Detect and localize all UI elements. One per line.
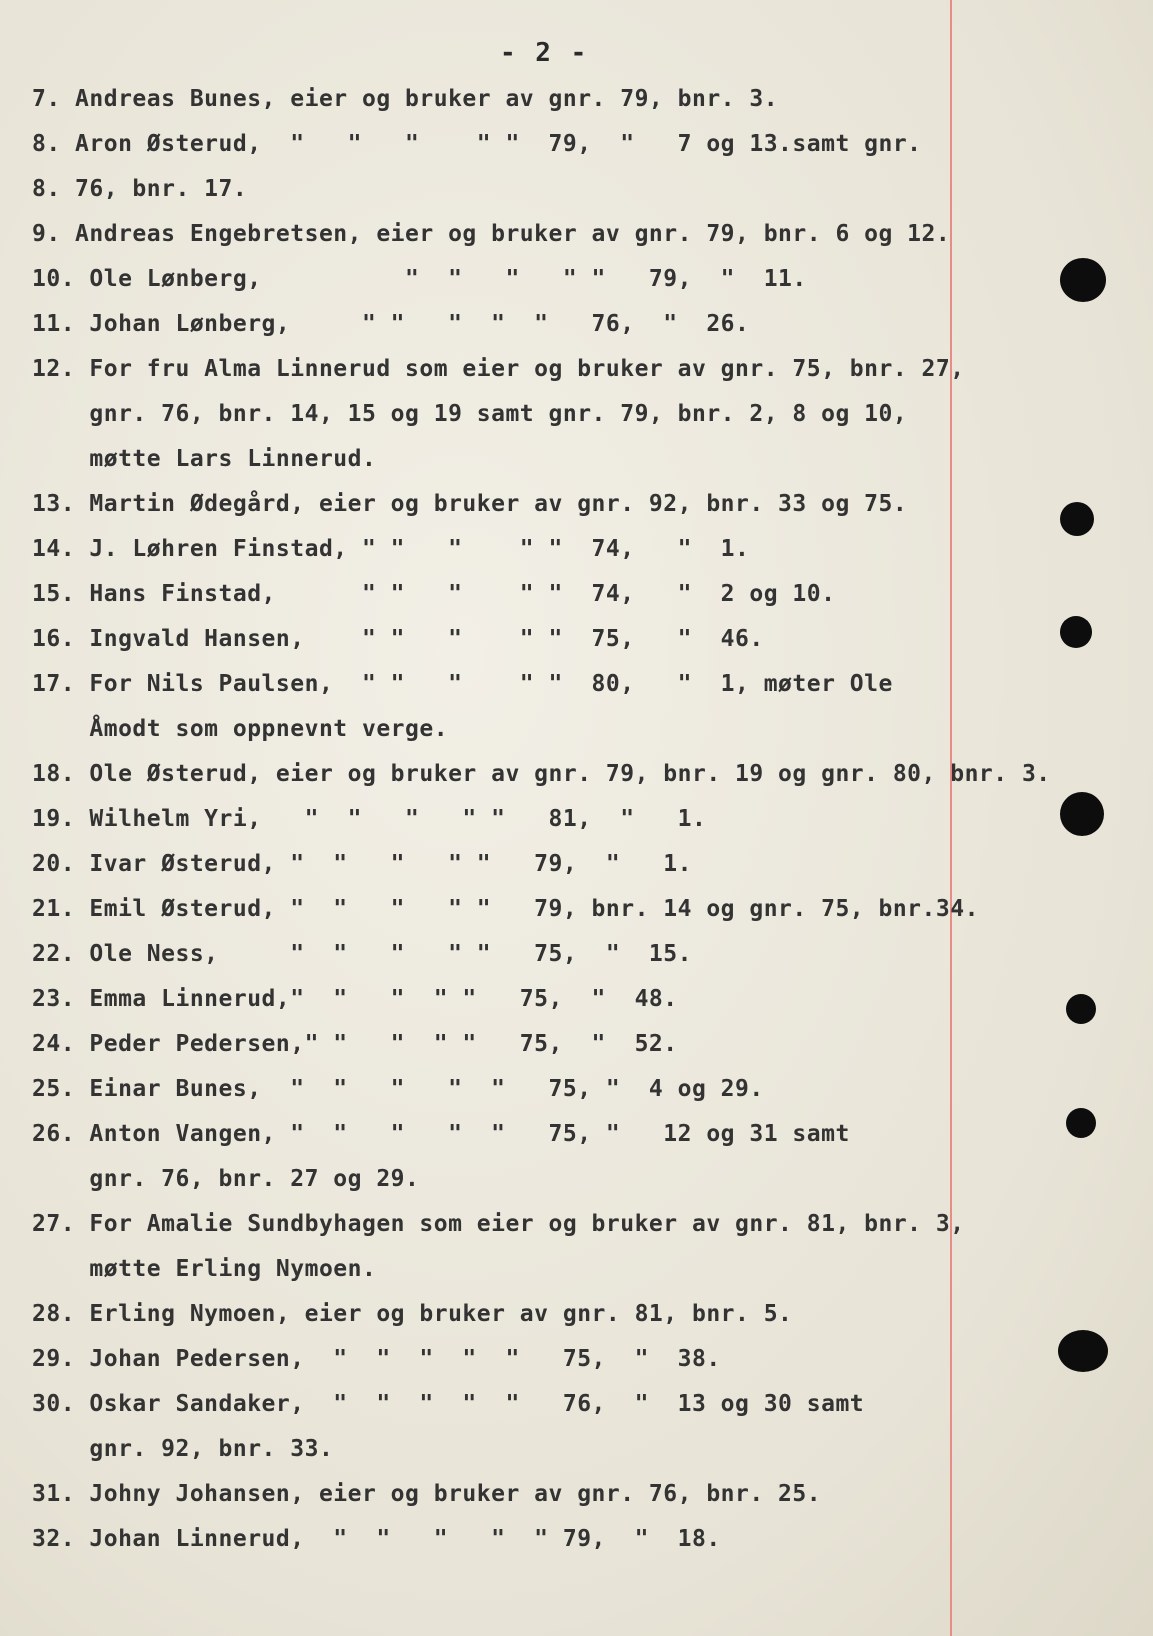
entry-line: 16. Ingvald Hansen, " " " " " 75, " 46. bbox=[32, 626, 764, 652]
margin-line bbox=[950, 0, 952, 1636]
punch-hole-icon bbox=[1060, 616, 1092, 648]
entry-line: 26. Anton Vangen, " " " " " 75, " 12 og 31 samt bbox=[32, 1121, 850, 1147]
entry-line: 8. 76, bnr. 17. bbox=[32, 176, 248, 202]
entry-line: 29. Johan Pedersen, " " " " " 75, " 38. bbox=[32, 1346, 721, 1372]
entry-line: 8. Aron Østerud, " " " " " 79, " 7 og 13.samt gnr. bbox=[32, 131, 922, 157]
entry-line: møtte Erling Nymoen. bbox=[32, 1256, 377, 1282]
punch-hole-icon bbox=[1066, 1108, 1096, 1138]
entry-line: 24. Peder Pedersen," " " " " 75, " 52. bbox=[32, 1031, 678, 1057]
entry-line: 25. Einar Bunes, " " " " " 75, " 4 og 29. bbox=[32, 1076, 764, 1102]
entry-line: 22. Ole Ness, " " " " " 75, " 15. bbox=[32, 941, 692, 967]
entry-line: 14. J. Løhren Finstad, " " " " " 74, " 1. bbox=[32, 536, 750, 562]
entry-line: 19. Wilhelm Yri, " " " " " 81, " 1. bbox=[32, 806, 707, 832]
entry-line: 28. Erling Nymoen, eier og bruker av gnr. 81, bnr. 5. bbox=[32, 1301, 793, 1327]
page-number: - 2 - bbox=[500, 38, 589, 68]
entry-line: 10. Ole Lønberg, " " " " " 79, " 11. bbox=[32, 266, 807, 292]
entry-line: 21. Emil Østerud, " " " " " 79, bnr. 14 og gnr. 75, bnr.34. bbox=[32, 896, 979, 922]
entry-line: 15. Hans Finstad, " " " " " 74, " 2 og 10. bbox=[32, 581, 836, 607]
entry-line: 32. Johan Linnerud, " " " " " 79, " 18. bbox=[32, 1526, 721, 1552]
entry-line: møtte Lars Linnerud. bbox=[32, 446, 377, 472]
entry-line: 7. Andreas Bunes, eier og bruker av gnr. 79, bnr. 3. bbox=[32, 86, 779, 112]
entry-line: 9. Andreas Engebretsen, eier og bruker av gnr. 79, bnr. 6 og 12. bbox=[32, 221, 951, 247]
entry-line: 18. Ole Østerud, eier og bruker av gnr. 79, bnr. 19 og gnr. 80, bnr. 3. bbox=[32, 761, 1051, 787]
punch-hole-icon bbox=[1058, 1330, 1108, 1372]
entry-line: 12. For fru Alma Linnerud som eier og bruker av gnr. 75, bnr. 27, bbox=[32, 356, 965, 382]
entry-line: 17. For Nils Paulsen, " " " " " 80, " 1, møter Ole bbox=[32, 671, 893, 697]
punch-hole-icon bbox=[1060, 502, 1094, 536]
entry-line: 27. For Amalie Sundbyhagen som eier og bruker av gnr. 81, bnr. 3, bbox=[32, 1211, 965, 1237]
entry-line: Åmodt som oppnevnt verge. bbox=[32, 716, 449, 742]
entry-line: 13. Martin Ødegård, eier og bruker av gnr. 92, bnr. 33 og 75. bbox=[32, 491, 908, 517]
entry-line: 30. Oskar Sandaker, " " " " " 76, " 13 og 30 samt bbox=[32, 1391, 865, 1417]
entry-line: 31. Johny Johansen, eier og bruker av gnr. 76, bnr. 25. bbox=[32, 1481, 822, 1507]
entry-line: gnr. 92, bnr. 33. bbox=[32, 1436, 334, 1462]
entry-line: gnr. 76, bnr. 14, 15 og 19 samt gnr. 79, bnr. 2, 8 og 10, bbox=[32, 401, 908, 427]
entry-line: 11. Johan Lønberg, " " " " " 76, " 26. bbox=[32, 311, 750, 337]
punch-hole-icon bbox=[1060, 792, 1104, 836]
entry-line: 23. Emma Linnerud," " " " " 75, " 48. bbox=[32, 986, 678, 1012]
entry-line: 20. Ivar Østerud, " " " " " 79, " 1. bbox=[32, 851, 692, 877]
punch-hole-icon bbox=[1060, 258, 1106, 302]
punch-hole-icon bbox=[1066, 994, 1096, 1024]
entry-line: gnr. 76, bnr. 27 og 29. bbox=[32, 1166, 420, 1192]
